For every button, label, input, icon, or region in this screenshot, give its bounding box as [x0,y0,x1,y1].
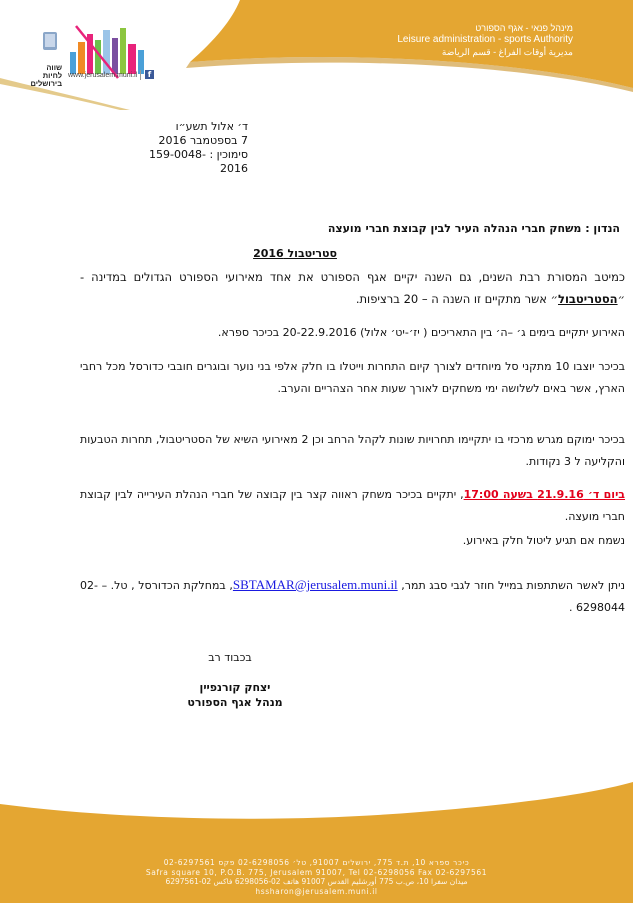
divider [140,70,141,80]
reference-number: סימוכין : 159-0048-2016 [149,148,248,175]
paragraph-invite: נשמח אם תגיע ליטול חלק באירוע. [462,534,625,547]
rsvp-text: ניתן לאשר השתתפות במייל חוזר לגבי סבג תמר, [397,579,626,592]
paragraph-intro [80,266,625,310]
rsvp-text-end: , במחלקת הכדורסל , טל. – 02-6298044 . [80,579,625,614]
rsvp-email-link[interactable]: SBTAMAR@jerusalem.muni.il [232,577,398,592]
facebook-icon[interactable]: f [145,70,154,79]
streetball-name: הסטריטבול [558,292,618,306]
show-game-text: , יתקיים בכיכר משחק ראווה קצר בין קבוצה של חברי הנהלת העירייה לבין קבוצת חברי מועצה. [80,488,625,523]
paragraph-rsvp [80,574,625,619]
event-title: סטריטבול 2016 [253,247,337,260]
signer-role: מנהל אגף הספורט [187,696,283,709]
footer-address-english: Safra square 10, P.O.B. 775, Jerusalem 91007, Tel 02-6298056 Fax 02-6297561 [145,867,488,877]
paragraph-dates: האירוע יתקיים בימים ג׳ –ה׳ בין התאריכים ( יז׳-יט׳ אלול) 20-22.9.2016 בכיכר ספרא. [217,326,625,339]
paragraph-courts: בכיכר יוצבו 10 מתקני סל מיוחדים לצורך קיום התחרות וייטלו בו חלק אלפי בני נוער ובוגרים חובבי כדורסל מכל רחבי הארץ, אשר באים לשלושה ימי משחקים לאורך שעות אחר הצהריים והערב. [80,360,625,395]
org-name-english: Leisure administration - sports Authority [397,34,573,45]
organization-name [397,22,573,58]
footer-email[interactable]: hssharon@jerusalem.muni.il [255,886,378,896]
city-emblem-icon [43,32,57,50]
paragraph-main-court: בכיכר ימוקם מגרש מרכזי בו יתקיימו תחרויות שונות לקהל הרחב וכן 2 מאירועי השיא של הסטריטבול, תחרות הטבעות והקליעה ל 3 נקודות. [80,433,625,468]
website-link[interactable]: www.jerusalem.muni.il [68,72,138,79]
intro-text-end: ״ אשר מתקיים זו השנה ה – 20 ברציפות. [355,292,558,306]
letter-meta [128,120,248,176]
footer-address-hebrew: כיכר ספרא 10, ת.ד 775, ירושלים 91007, טל׳ 02-6298056 פקס 02-6297561 [163,858,470,867]
footer-contact [0,858,633,896]
hebrew-date: ד׳ אלול תשע״ו [175,120,248,133]
paragraph-show-game [80,484,625,528]
slogan-line-1: שווה לחיות [42,63,62,80]
intro-text: כמיטב המסורת רבת השנים, גם השנה יקיים אגף הספורט את אחד מאירועי הספורט הגדולים במדינה - ״ [80,270,625,306]
slogan [28,64,62,88]
game-datetime: ביום ד׳ 21.9.16 בשעה 17:00 [463,488,626,501]
org-name-hebrew: מינהל פנאי - אגף הספורט [475,23,573,33]
closing: בכבוד רב [208,651,252,664]
slogan-line-2: בירושלים [30,79,62,88]
gregorian-date: 7 בספטמבר 2016 [158,134,248,147]
signer-name: יצחק קורנפיין [199,681,271,694]
subject-line: הנדון : משחק חברי הנהלה העיר לבין קבוצת חברי מועצה [327,222,620,235]
signature-block [170,680,300,710]
footer-address-arabic: ميدان سفرا 10، ص.ب 775 أورشليم القدس 91007 هاتف 02-6298056 فاكس 02-6297561 [165,877,468,886]
org-name-arabic: مديرية أوقات الفراغ - قسم الرياضة [441,47,573,57]
